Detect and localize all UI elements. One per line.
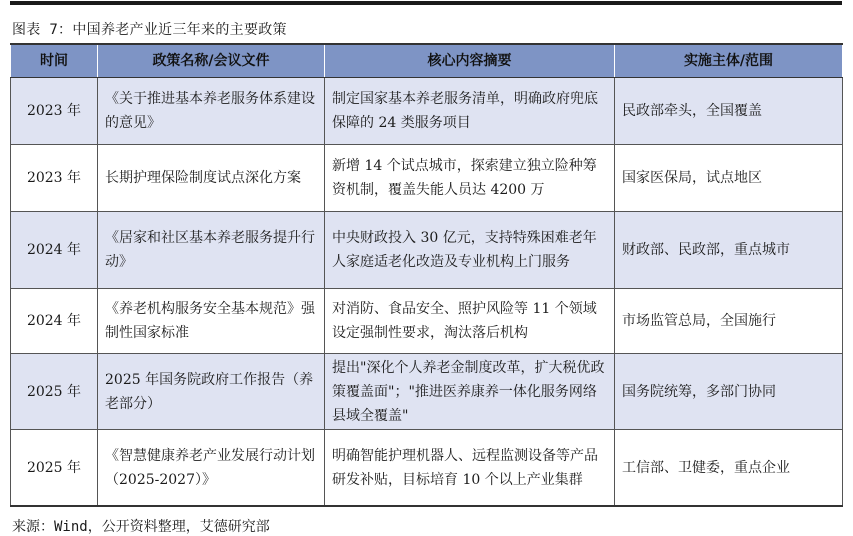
- header-scope: 实施主体/范围: [615, 44, 843, 78]
- header-summary: 核心内容摘要: [325, 44, 615, 78]
- table-row: [11, 212, 843, 289]
- table-row: [11, 354, 843, 430]
- cell-scope: 市场监管总局，全国施行: [615, 289, 843, 354]
- cell-year: 2025 年: [11, 354, 98, 430]
- cell-summary: 对消防、食品安全、照护风险等 11 个领域设定强制性要求，淘汰落后机构: [325, 289, 615, 354]
- top-rule: [10, 1, 842, 5]
- table-row: [11, 145, 843, 212]
- cell-scope: 工信部、卫健委，重点企业: [615, 430, 843, 507]
- cell-summary: 制定国家基本养老服务清单，明确政府兜底保障的 24 类服务项目: [325, 78, 615, 145]
- cell-year: 2023 年: [11, 145, 98, 212]
- figure-caption: 图表 7：中国养老产业近三年来的主要政策: [12, 22, 287, 38]
- table-header-row: [11, 44, 843, 78]
- cell-summary: 明确智能护理机器人、远程监测设备等产品研发补贴，目标培育 10 个以上产业集群: [325, 430, 615, 507]
- cell-policy: 《智慧健康养老产业发展行动计划（2025-2027）》: [98, 430, 325, 507]
- cell-summary: 提出"深化个人养老金制度改革，扩大税优政策覆盖面"；"推进医养康养一体化服务网络县域全覆盖": [325, 354, 615, 430]
- cell-year: 2024 年: [11, 289, 98, 354]
- cell-summary: 新增 14 个试点城市，探索建立独立险种筹资机制，覆盖失能人员达 4200 万: [325, 145, 615, 212]
- cell-scope: 民政部牵头，全国覆盖: [615, 78, 843, 145]
- cell-year: 2025 年: [11, 430, 98, 507]
- policy-table: [10, 43, 843, 507]
- cell-policy: 《居家和社区基本养老服务提升行动》: [98, 212, 325, 289]
- table-row: [11, 430, 843, 507]
- header-policy: 政策名称/会议文件: [98, 44, 325, 78]
- cell-policy: 长期护理保险制度试点深化方案: [98, 145, 325, 212]
- cell-scope: 国家医保局，试点地区: [615, 145, 843, 212]
- cell-summary: 中央财政投入 30 亿元，支持特殊困难老年人家庭适老化改造及专业机构上门服务: [325, 212, 615, 289]
- header-time: 时间: [11, 44, 98, 78]
- cell-scope: 财政部、民政部，重点城市: [615, 212, 843, 289]
- cell-policy: 《关于推进基本养老服务体系建设的意见》: [98, 78, 325, 145]
- cell-policy: 《养老机构服务安全基本规范》强制性国家标准: [98, 289, 325, 354]
- cell-scope: 国务院统筹，多部门协同: [615, 354, 843, 430]
- source-note: 来源：Wind，公开资料整理，艾德研究部: [12, 519, 270, 535]
- cell-year: 2023 年: [11, 78, 98, 145]
- table-row: [11, 289, 843, 354]
- table-row: [11, 78, 843, 145]
- cell-year: 2024 年: [11, 212, 98, 289]
- cell-policy: 2025 年国务院政府工作报告（养老部分）: [98, 354, 325, 430]
